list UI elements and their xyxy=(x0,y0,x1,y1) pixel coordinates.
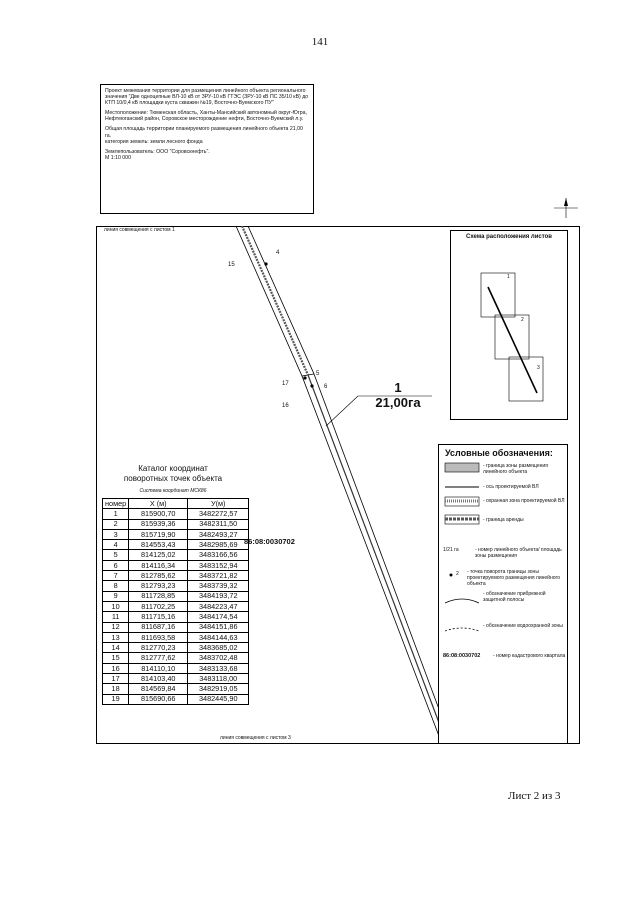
legend-item: - граница зоны размещения линейного объекта xyxy=(483,463,548,475)
y-coordinate-cell: 3482919,05 xyxy=(188,684,249,694)
table-row xyxy=(103,581,249,591)
point-number-cell: 10 xyxy=(103,601,129,611)
point-label: 16 xyxy=(282,403,289,409)
area-number: 1 xyxy=(394,380,402,395)
point-number-cell: 4 xyxy=(103,540,129,550)
catalog-title-line: Каталог координат xyxy=(138,464,208,473)
x-coordinate-cell: 814110,10 xyxy=(129,663,188,673)
x-coordinate-cell: 814553,43 xyxy=(129,540,188,550)
scheme-title: Схема расположения листов xyxy=(466,234,552,240)
sheet-layout-scheme xyxy=(450,230,568,420)
cadastral-number: 86:08:0030702 xyxy=(244,537,295,546)
point-number-cell: 12 xyxy=(103,622,129,632)
point-number-cell: 5 xyxy=(103,550,129,560)
y-coordinate-cell: 3484174,54 xyxy=(188,612,249,622)
point-label: 15 xyxy=(228,262,235,268)
x-coordinate-cell: 814116,34 xyxy=(129,560,188,570)
legend-item: - обозначение прибрежной защитной полосы xyxy=(483,591,546,603)
point-number-cell: 6 xyxy=(103,560,129,570)
legend-item: - граница аренды xyxy=(483,517,524,523)
bottom-combination-line: линия совмещения с листом 3 xyxy=(220,735,291,741)
legend-item: - охранная зона проектируемой ВЛ xyxy=(483,498,565,504)
point-number-cell: 16 xyxy=(103,663,129,673)
location: Местоположение: Тюменская область, Ханты-Мансийский автономный округ-Югра, Нефтеюганский район, Соровское месторождение нефти, Восточно-Вуемский л.у. xyxy=(105,110,307,123)
page-number: 141 xyxy=(311,36,329,48)
catalog-title-line: поворотных точек объекта xyxy=(123,474,223,483)
x-coordinate-cell: 812785,62 xyxy=(129,571,188,581)
scheme-sheet-label: 3 xyxy=(537,365,540,371)
x-coordinate-cell: 811693,58 xyxy=(129,632,188,642)
table-row xyxy=(103,550,249,560)
point-number-cell: 7 xyxy=(103,571,129,581)
header-number: номер xyxy=(103,499,129,509)
point-number-cell: 9 xyxy=(103,591,129,601)
scheme-sheet-label: 1 xyxy=(507,274,510,280)
coordinates-table xyxy=(102,498,249,705)
y-coordinate-cell: 3482985,69 xyxy=(188,540,249,550)
point-number-cell: 11 xyxy=(103,612,129,622)
legend-item: - номер кадастрового квартала xyxy=(493,653,566,659)
sheet-label: Лист 2 из 3 xyxy=(508,790,561,802)
y-coordinate-cell: 3482311,50 xyxy=(188,519,249,529)
y-coordinate-cell: 3484193,72 xyxy=(188,591,249,601)
table-row xyxy=(103,529,249,539)
land-user: Землепользователь: ООО "Соровскнефть". xyxy=(105,148,210,155)
point-number-cell: 2 xyxy=(103,519,129,529)
x-coordinate-cell: 815690,66 xyxy=(129,694,188,704)
title-block xyxy=(100,84,314,214)
header-y: У(м) xyxy=(188,499,249,509)
x-coordinate-cell: 814103,40 xyxy=(129,674,188,684)
legend-sample-cadastral: 86:08:0030702 xyxy=(443,653,481,659)
x-coordinate-cell: 812777,62 xyxy=(129,653,188,663)
land-category: категория земель: земли лесного фонда xyxy=(105,138,203,145)
point-number-cell: 15 xyxy=(103,653,129,663)
table-header-row xyxy=(103,499,249,509)
north-arrow-icon xyxy=(554,198,578,218)
point-number-cell: 3 xyxy=(103,529,129,539)
x-coordinate-cell: 811728,85 xyxy=(129,591,188,601)
y-coordinate-cell: 3482493,27 xyxy=(188,529,249,539)
x-coordinate-cell: 812770,23 xyxy=(129,643,188,653)
table-row xyxy=(103,591,249,601)
table-row xyxy=(103,612,249,622)
point-number-cell: 13 xyxy=(103,632,129,642)
point-label: 17 xyxy=(282,381,289,387)
x-coordinate-cell: 815719,90 xyxy=(129,529,188,539)
point-number-cell: 14 xyxy=(103,643,129,653)
x-coordinate-cell: 811687,16 xyxy=(129,622,188,632)
top-combination-line: линия совмещения с листом 1 xyxy=(104,227,175,233)
x-coordinate-cell: 812793,23 xyxy=(129,581,188,591)
legend-item: - ось проектируемой ВЛ xyxy=(483,484,539,490)
y-coordinate-cell: 3483118,00 xyxy=(188,674,249,684)
point-number-cell: 1 xyxy=(103,509,129,519)
y-coordinate-cell: 3484223,47 xyxy=(188,601,249,611)
legend-title: Условные обозначения: xyxy=(445,448,553,458)
table-row xyxy=(103,663,249,673)
point-label: 4 xyxy=(276,250,280,256)
table-row xyxy=(103,674,249,684)
x-coordinate-cell: 815900,70 xyxy=(129,509,188,519)
point-label: 5 xyxy=(316,371,320,377)
x-coordinate-cell: 815939,36 xyxy=(129,519,188,529)
y-coordinate-cell: 3483152,94 xyxy=(188,560,249,570)
area-value: 21,00га xyxy=(375,395,421,410)
legend-sample-point: 2 xyxy=(456,571,459,577)
y-coordinate-cell: 3484151,86 xyxy=(188,622,249,632)
area-label xyxy=(368,380,428,410)
table-row xyxy=(103,540,249,550)
area-text: Общая площадь территории планируемого размещения линейного объекта 21,00 га. xyxy=(105,126,303,139)
scale: М 1:10 000 xyxy=(105,154,131,161)
table-row xyxy=(103,601,249,611)
table-row xyxy=(103,684,249,694)
header-x: Х (м) xyxy=(129,499,188,509)
y-coordinate-cell: 3483721,82 xyxy=(188,571,249,581)
catalog-title xyxy=(108,464,238,484)
table-row xyxy=(103,571,249,581)
y-coordinate-cell: 3483685,02 xyxy=(188,643,249,653)
table-row xyxy=(103,694,249,704)
point-number-cell: 19 xyxy=(103,694,129,704)
x-coordinate-cell: 814125,02 xyxy=(129,550,188,560)
legend-item: - точка поворота границы зоны проектируемого размещения линейного объекта xyxy=(467,569,561,587)
y-coordinate-cell: 3484144,63 xyxy=(188,632,249,642)
project-name: Проект межевания территории для размещения линейного объекта регионального значения "Две одноцепные ВЛ-10 кВ от ЗРУ-10 кВ ГТЭС (ЗРУ-10 кВ ПС 35/10 кВ) до КТП 10/0,4 кВ площадки куста скважин №19, Восточно-Вуемского ПУ" xyxy=(105,88,309,107)
y-coordinate-cell: 3483702,48 xyxy=(188,653,249,663)
x-coordinate-cell: 811715,16 xyxy=(129,612,188,622)
y-coordinate-cell: 3483739,32 xyxy=(188,581,249,591)
legend-item: - номер линейного объекта/ площадь зоны размещения xyxy=(475,547,562,559)
y-coordinate-cell: 3482445,90 xyxy=(188,694,249,704)
table-row xyxy=(103,622,249,632)
table-row xyxy=(103,509,249,519)
point-number-cell: 18 xyxy=(103,684,129,694)
table-row xyxy=(103,632,249,642)
legend-sample-area: 1/21 га xyxy=(443,547,459,553)
legend-item: - обозначение водоохранной зоны xyxy=(483,623,563,629)
x-coordinate-cell: 811702,25 xyxy=(129,601,188,611)
scheme-drawing xyxy=(451,231,569,421)
legend xyxy=(438,444,568,744)
x-coordinate-cell: 814569,84 xyxy=(129,684,188,694)
table-row xyxy=(103,519,249,529)
y-coordinate-cell: 3482272,57 xyxy=(188,509,249,519)
table-row xyxy=(103,643,249,653)
point-number-cell: 8 xyxy=(103,581,129,591)
table-row xyxy=(103,653,249,663)
point-number-cell: 17 xyxy=(103,674,129,684)
y-coordinate-cell: 3483166,56 xyxy=(188,550,249,560)
scheme-sheet-label: 2 xyxy=(521,317,524,323)
point-label: 6 xyxy=(324,384,328,390)
coordinate-system: Система координат МСК86 xyxy=(139,488,207,494)
table-row xyxy=(103,560,249,570)
y-coordinate-cell: 3483133,68 xyxy=(188,663,249,673)
